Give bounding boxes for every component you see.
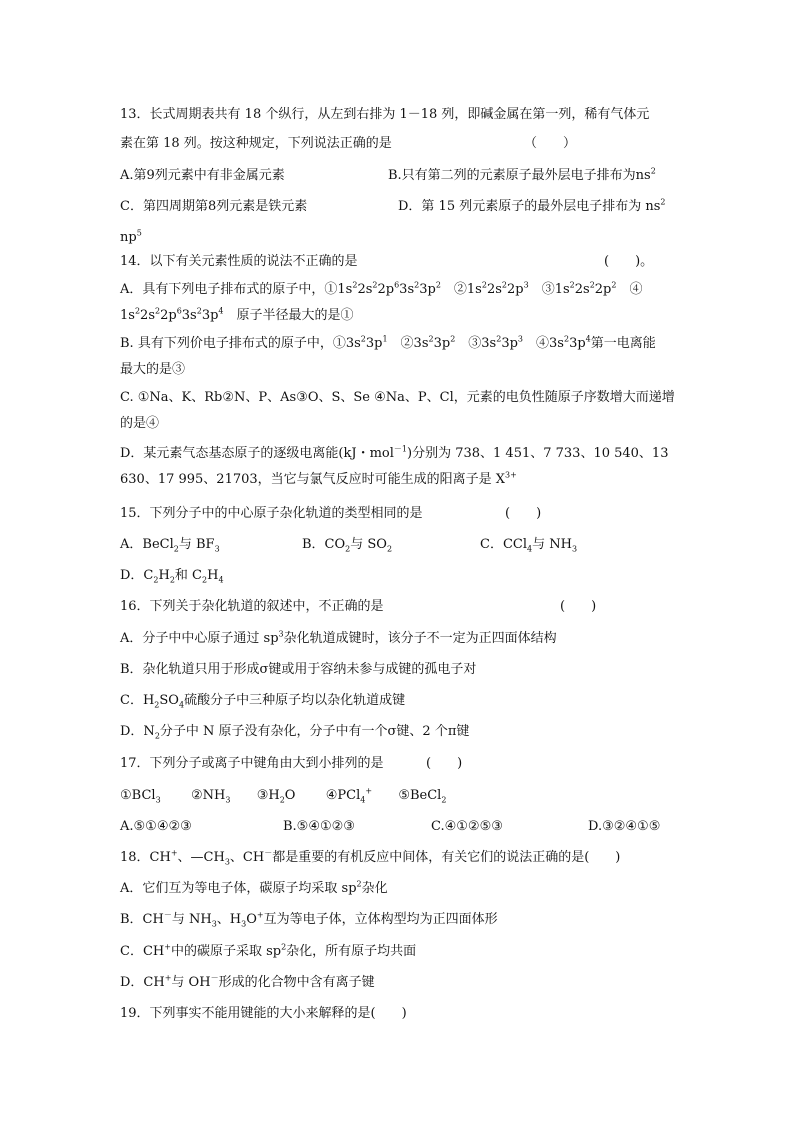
q18-option-b: B．CH－与 $NH_3$、$H_3O^+$互为等电子体，立体构型均为正四面体形 [120,910,498,929]
q16-option-d: D．$N_2$分子中 N 原子没有杂化，分子中有一个σ键、2 个π键 [120,724,470,741]
q15-option-d: D．$C_2H_2$和 $C_2H_4$ [120,568,224,585]
q16-option-b: B．杂化轨道只用于形成σ键或用于容纳未参与成键的孤电子对 [120,662,477,677]
q13-option-a: A.第9列元素中有非金属元素 [120,168,285,183]
q18-stem: 18．CH+、$—CH_3$、CH－都是重要的有机反应中间体，有关它们的说法正确的是( ) [120,848,621,867]
q13-option-b: B.只有第二列的元素原子最外层电子排布为$ns^2$ [388,166,656,183]
q13-option-d-cont: $np^5$ [120,228,142,245]
q17-option-d: D.③②④①⑤ [588,819,661,834]
q13-stem-line1: 13．长式周期表共有 18 个纵行，从左到右排为 1－18 列，即碱金属在第一列，稀有气体元 [120,107,650,122]
q13-stem-line2: 素在第 18 列。按这种规定，下列说法正确的是 [120,136,392,151]
q14-option-c-line2: 的是④ [120,416,160,431]
q18-option-a: A．它们互为等电子体，碳原子均采取 $sp^2$杂化 [120,879,388,896]
q14-option-d-line1: D．某元素气态基态原子的逐级电离能(kJ・mol$^{-1}$)分别为 738、1 451、7 733、10 540、13 [120,444,669,461]
q18-option-c: C．CH+中的碳原子采取 $sp^2$杂化，所有原子均共面 [120,942,417,959]
q17-option-b: B.⑤④①②③ [283,819,355,834]
q15-option-c: C．CCl$_4$与 $NH_3$ [480,537,578,554]
q13-option-c: C．第四周期第8列元素是铁元素 [120,199,308,214]
q14-option-c-line1: C. ①Na、K、Rb②N、P、As③O、S、Se ④Na、P、Cl，元素的电负性随原子序数增大而递增 [120,390,675,405]
q14-answer-paren: ( )。 [604,254,654,269]
q16-option-c: C．$H_2SO_4$硫酸分子中三种原子均以杂化轨道成键 [120,693,406,710]
q17-answer-paren: ( ) [426,756,463,771]
q16-option-a: A．分子中中心原子通过 $sp^3$杂化轨道成键时，该分子不一定为正四面体结构 [120,629,557,646]
q15-stem: 15．下列分子中的中心原子杂化轨道的类型相同的是 [120,506,423,521]
q15-option-b: B．$CO_2$与 $SO_2$ [302,537,393,554]
q14-option-d-line2: 630、17 995、21703，当它与氯气反应时可能生成的阳离子是 $X^{3+}$ [120,470,517,487]
q14-option-b-line1: B. 具有下列价电子排布式的原子中，$①3s^23p^1$ $②3s^23p^2$ $③3s^23p^3$ $④3s^23p^4$第一电离能 [120,334,656,351]
q15-option-a: A．BeCl$_2$与 $BF_3$ [120,537,220,554]
q13-option-d: D．第 15 列元素原子的最外层电子排布为 $ns^2$ [398,197,666,214]
q19-stem: 19．下列事实不能用键能的大小来解释的是( ) [120,1006,407,1021]
q17-stem: 17．下列分子或离子中键角由大到小排列的是 [120,756,384,771]
q16-stem: 16．下列关于杂化轨道的叙述中，不正确的是 [120,599,384,614]
q16-answer-paren: ( ) [560,599,597,614]
q17-option-c: C.④①②⑤③ [431,819,503,834]
q17-option-a: A.⑤①④②③ [120,819,192,834]
q14-option-b-line2: 最大的是③ [120,362,186,377]
q13-answer-paren: （ ） [524,136,577,151]
q14-option-a-line1: A．具有下列电子排布式的原子中，$①1s^22s^22p^63s^23p^2$ $②1s^22s^22p^3$ $③1s^22s^22p^2$ ④ [120,280,643,297]
q17-items: ①BCl$_3$ $②NH_3$ $③H_2O$ ④PCl$_4$+ ⑤BeCl$_2$ [120,786,447,805]
q14-option-a-line2: $1s^22s^22p^63s^23p^4$ 原子半径最大的是① [120,306,354,323]
q14-stem: 14．以下有关元素性质的说法不正确的是 [120,254,358,269]
q18-option-d: D．CH+与 OH－形成的化合物中含有离子键 [120,973,375,990]
q15-answer-paren: ( ) [505,506,542,521]
